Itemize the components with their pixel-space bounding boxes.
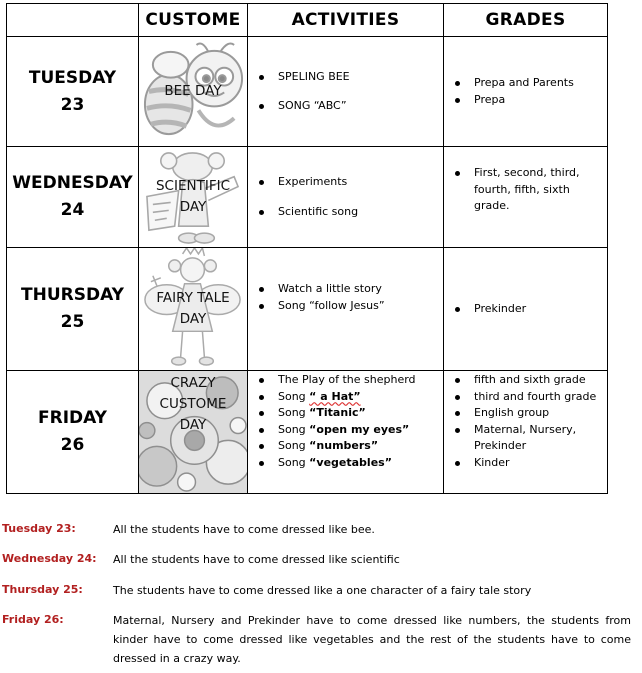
day-cell — [7, 248, 139, 371]
costume-label: BEE DAY — [164, 83, 222, 99]
day-cell — [7, 37, 139, 147]
list-item: Prepa and Parents — [474, 75, 607, 92]
table-row — [7, 248, 608, 371]
list-item: The Play of the shepherd — [278, 372, 443, 389]
day-name: TUESDAY — [28, 67, 117, 88]
note-label: Friday 26: — [2, 613, 64, 626]
grades-cell — [444, 37, 608, 147]
grades-list — [474, 165, 607, 215]
list-item: Prekinder — [474, 301, 607, 318]
activities-list — [278, 372, 443, 471]
costume-label: CRAZY CUSTOME DAY — [159, 375, 227, 433]
activities-list — [278, 174, 443, 220]
list-item: Watch a little story — [278, 281, 443, 298]
list-item: Song “vegetables” — [278, 455, 443, 472]
note-label: Thursday 25: — [2, 583, 83, 596]
costume-header: CUSTOME — [139, 4, 248, 37]
activities-cell — [248, 37, 444, 147]
grades-cell — [444, 248, 608, 371]
day-name: WEDNESDAY — [12, 173, 133, 193]
list-item: Song “numbers” — [278, 438, 443, 455]
grades-list — [474, 75, 607, 108]
list-item: Song “ a Hat” — [278, 389, 443, 406]
note-text: The students have to come dressed like a one character of a fairy tale story — [113, 584, 532, 597]
table-row — [7, 37, 608, 147]
activities-cell — [248, 248, 444, 371]
grades-cell — [444, 147, 608, 248]
costume-label: SCIENTIFIC DAY — [155, 178, 230, 215]
day-number: 24 — [60, 200, 85, 220]
list-item: First, second, third, fourth, fifth, sixth grade. — [474, 165, 607, 215]
list-item: third and fourth grade — [474, 389, 607, 406]
header-row — [7, 4, 608, 37]
list-item: Song “open my eyes” — [278, 422, 443, 439]
list-item: Prepa — [474, 92, 607, 109]
costume-cell — [139, 371, 248, 494]
schedule-table — [6, 3, 608, 494]
activities-list — [278, 69, 443, 115]
note-text: All the students have to come dressed like bee. — [113, 523, 375, 536]
note-label: Tuesday 23: — [2, 522, 76, 535]
list-item: Maternal, Nursery, Prekinder — [474, 422, 607, 455]
grades-list — [474, 372, 607, 471]
blank-header-cell — [7, 4, 139, 37]
table-row — [7, 147, 608, 248]
day-number: 26 — [60, 435, 85, 455]
day-number: 23 — [60, 94, 85, 115]
list-item: SPELING BEE — [278, 69, 443, 86]
day-number: 25 — [60, 312, 85, 332]
activities-list — [278, 281, 443, 314]
note-text: All the students have to come dressed like scientific — [113, 553, 400, 566]
list-item: fifth and sixth grade — [474, 372, 607, 389]
list-item: Kinder — [474, 455, 607, 472]
activities-cell — [248, 147, 444, 248]
list-item: English group — [474, 405, 607, 422]
day-cell — [7, 371, 139, 494]
list-item: Song “follow Jesus” — [278, 298, 443, 315]
grades-header: GRADES — [444, 4, 608, 37]
list-item: Experiments — [278, 174, 443, 191]
day-cell — [7, 147, 139, 248]
table-row — [7, 371, 608, 494]
day-name: THURSDAY — [21, 285, 124, 305]
costume-cell — [139, 248, 248, 371]
activities-cell — [248, 371, 444, 494]
grades-list — [474, 301, 607, 318]
grades-cell — [444, 371, 608, 494]
day-name: FRIDAY — [38, 408, 107, 428]
list-item: Scientific song — [278, 204, 443, 221]
note-text: Maternal, Nursery and Prekinder have to come dressed like numbers, the students from kinder have to come dressed like vegetables and the rest of the students have to come dressed in a crazy way. — [113, 614, 631, 665]
list-item: Song “Titanic” — [278, 405, 443, 422]
costume-cell — [139, 37, 248, 147]
costume-cell — [139, 147, 248, 248]
note-label: Wednesday 24: — [2, 552, 97, 565]
costume-label: FAIRY TALE DAY — [156, 290, 230, 327]
activities-header: ACTIVITIES — [248, 4, 444, 37]
list-item: SONG “ABC” — [278, 98, 443, 115]
